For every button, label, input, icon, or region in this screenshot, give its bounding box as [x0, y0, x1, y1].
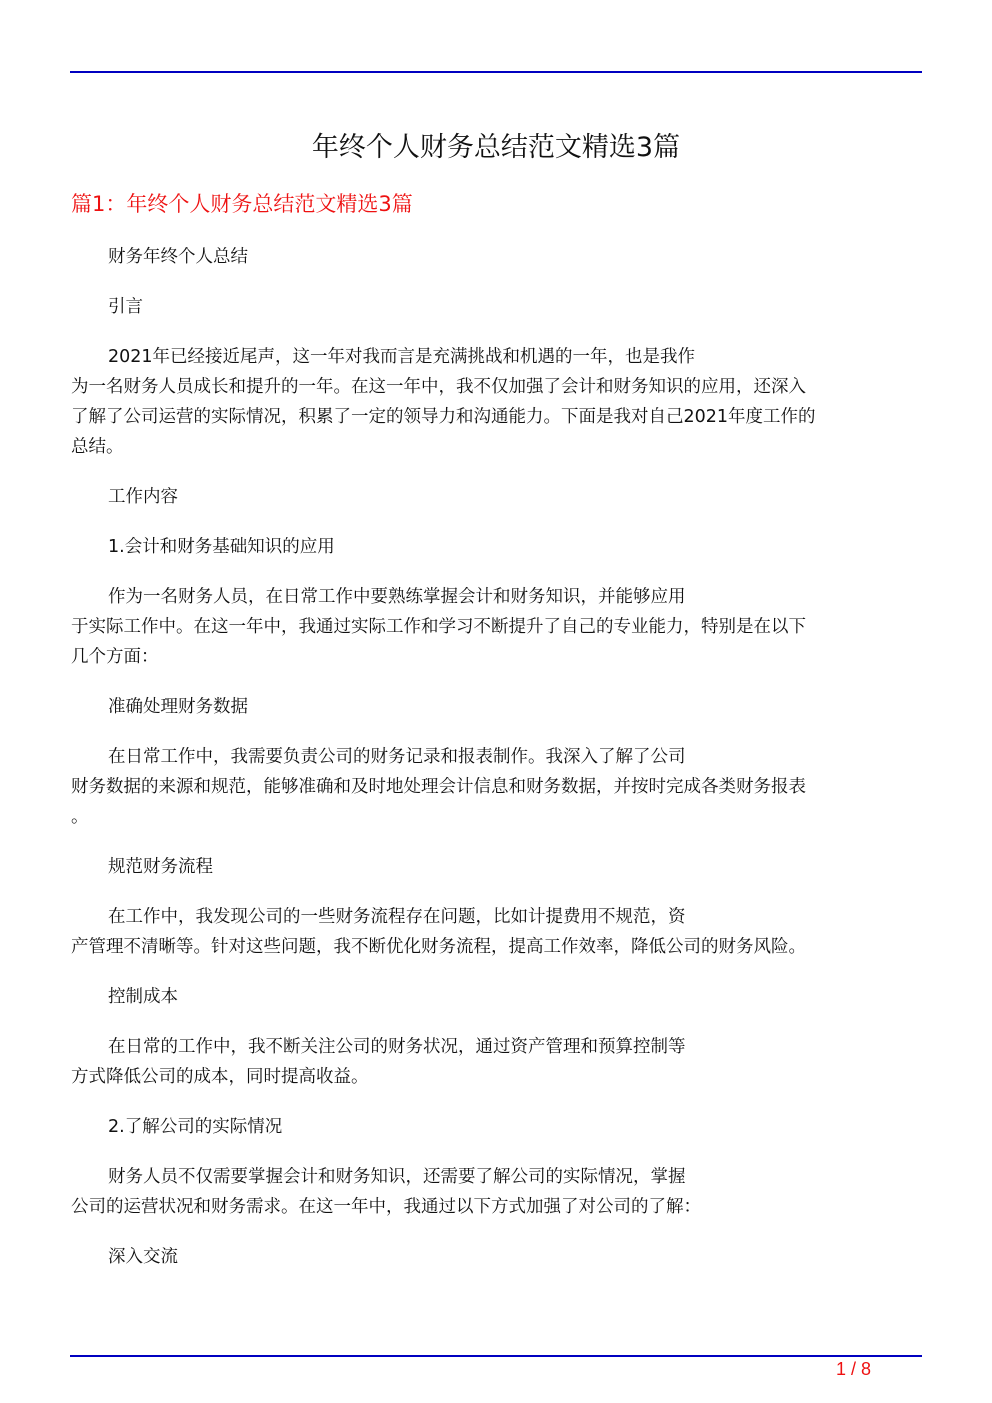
paragraph — [71, 482, 923, 512]
paragraph — [71, 292, 923, 322]
paragraph-line: 了解了公司运营的实际情况，积累了一定的领导力和沟通能力。下面是我对自己2021年度工作的 — [71, 407, 816, 427]
paragraph — [71, 1162, 923, 1222]
paragraph-line: 在工作中，我发现公司的一些财务流程存在问题，比如计提费用不规范，资 — [108, 907, 686, 927]
paragraph-line: 总结。 — [71, 437, 124, 457]
paragraph — [71, 342, 923, 462]
paragraph-line: 在日常工作中，我需要负责公司的财务记录和报表制作。我深入了解了公司 — [108, 747, 686, 767]
paragraph-line: 于实际工作中。在这一年中，我通过实际工作和学习不断提升了自己的专业能力，特别是在以下 — [71, 617, 806, 637]
paragraph-line: 在日常的工作中，我不断关注公司的财务状况，通过资产管理和预算控制等 — [108, 1037, 686, 1057]
paragraph-line: 准确处理财务数据 — [108, 697, 248, 717]
footer-rule — [70, 1355, 922, 1357]
paragraph-line: 财务年终个人总结 — [108, 247, 248, 267]
page-number: 1 / 8 — [836, 1359, 872, 1379]
paragraph-line: 公司的运营状况和财务需求。在这一年中，我通过以下方式加强了对公司的了解： — [71, 1197, 701, 1217]
paragraph-line: 控制成本 — [108, 987, 178, 1007]
paragraph — [71, 982, 923, 1012]
paragraph — [71, 532, 923, 562]
paragraph — [71, 1242, 923, 1272]
paragraph — [71, 1032, 923, 1092]
paragraph-line: 深入交流 — [108, 1247, 178, 1267]
paragraph-line: 几个方面： — [71, 647, 159, 667]
paragraph-line: 2021年已经接近尾声，这一年对我而言是充满挑战和机遇的一年，也是我作 — [108, 347, 696, 367]
paragraph — [71, 242, 923, 272]
document-title: 年终个人财务总结范文精选3篇 — [311, 132, 681, 163]
paragraph-line: 规范财务流程 — [108, 857, 213, 877]
paragraph-line: 作为一名财务人员，在日常工作中要熟练掌握会计和财务知识，并能够应用 — [108, 587, 686, 607]
paragraph — [71, 582, 923, 672]
paragraph — [71, 692, 923, 722]
paragraph — [71, 852, 923, 882]
paragraph-line: 工作内容 — [108, 487, 178, 507]
paragraph — [71, 1112, 923, 1142]
header-rule — [70, 71, 922, 73]
paragraph-line: 为一名财务人员成长和提升的一年。在这一年中，我不仅加强了会计和财务知识的应用，还深入 — [71, 377, 806, 397]
document-body — [71, 242, 923, 1292]
paragraph — [71, 902, 923, 962]
section-heading: 篇1：年终个人财务总结范文精选3篇 — [71, 192, 413, 216]
paragraph-line: 1.会计和财务基础知识的应用 — [108, 537, 335, 557]
paragraph-line: 引言 — [108, 297, 143, 317]
paragraph-line: 产管理不清晰等。针对这些问题，我不断优化财务流程，提高工作效率，降低公司的财务风险。 — [71, 937, 806, 957]
paragraph-line: 财务人员不仅需要掌握会计和财务知识，还需要了解公司的实际情况，掌握 — [108, 1167, 686, 1187]
paragraph-line: 2.了解公司的实际情况 — [108, 1117, 283, 1137]
paragraph-line: 。 — [71, 807, 89, 827]
paragraph — [71, 742, 923, 832]
paragraph-line: 财务数据的来源和规范，能够准确和及时地处理会计信息和财务数据，并按时完成各类财务报表 — [71, 777, 806, 797]
paragraph-line: 方式降低公司的成本，同时提高收益。 — [71, 1067, 369, 1087]
